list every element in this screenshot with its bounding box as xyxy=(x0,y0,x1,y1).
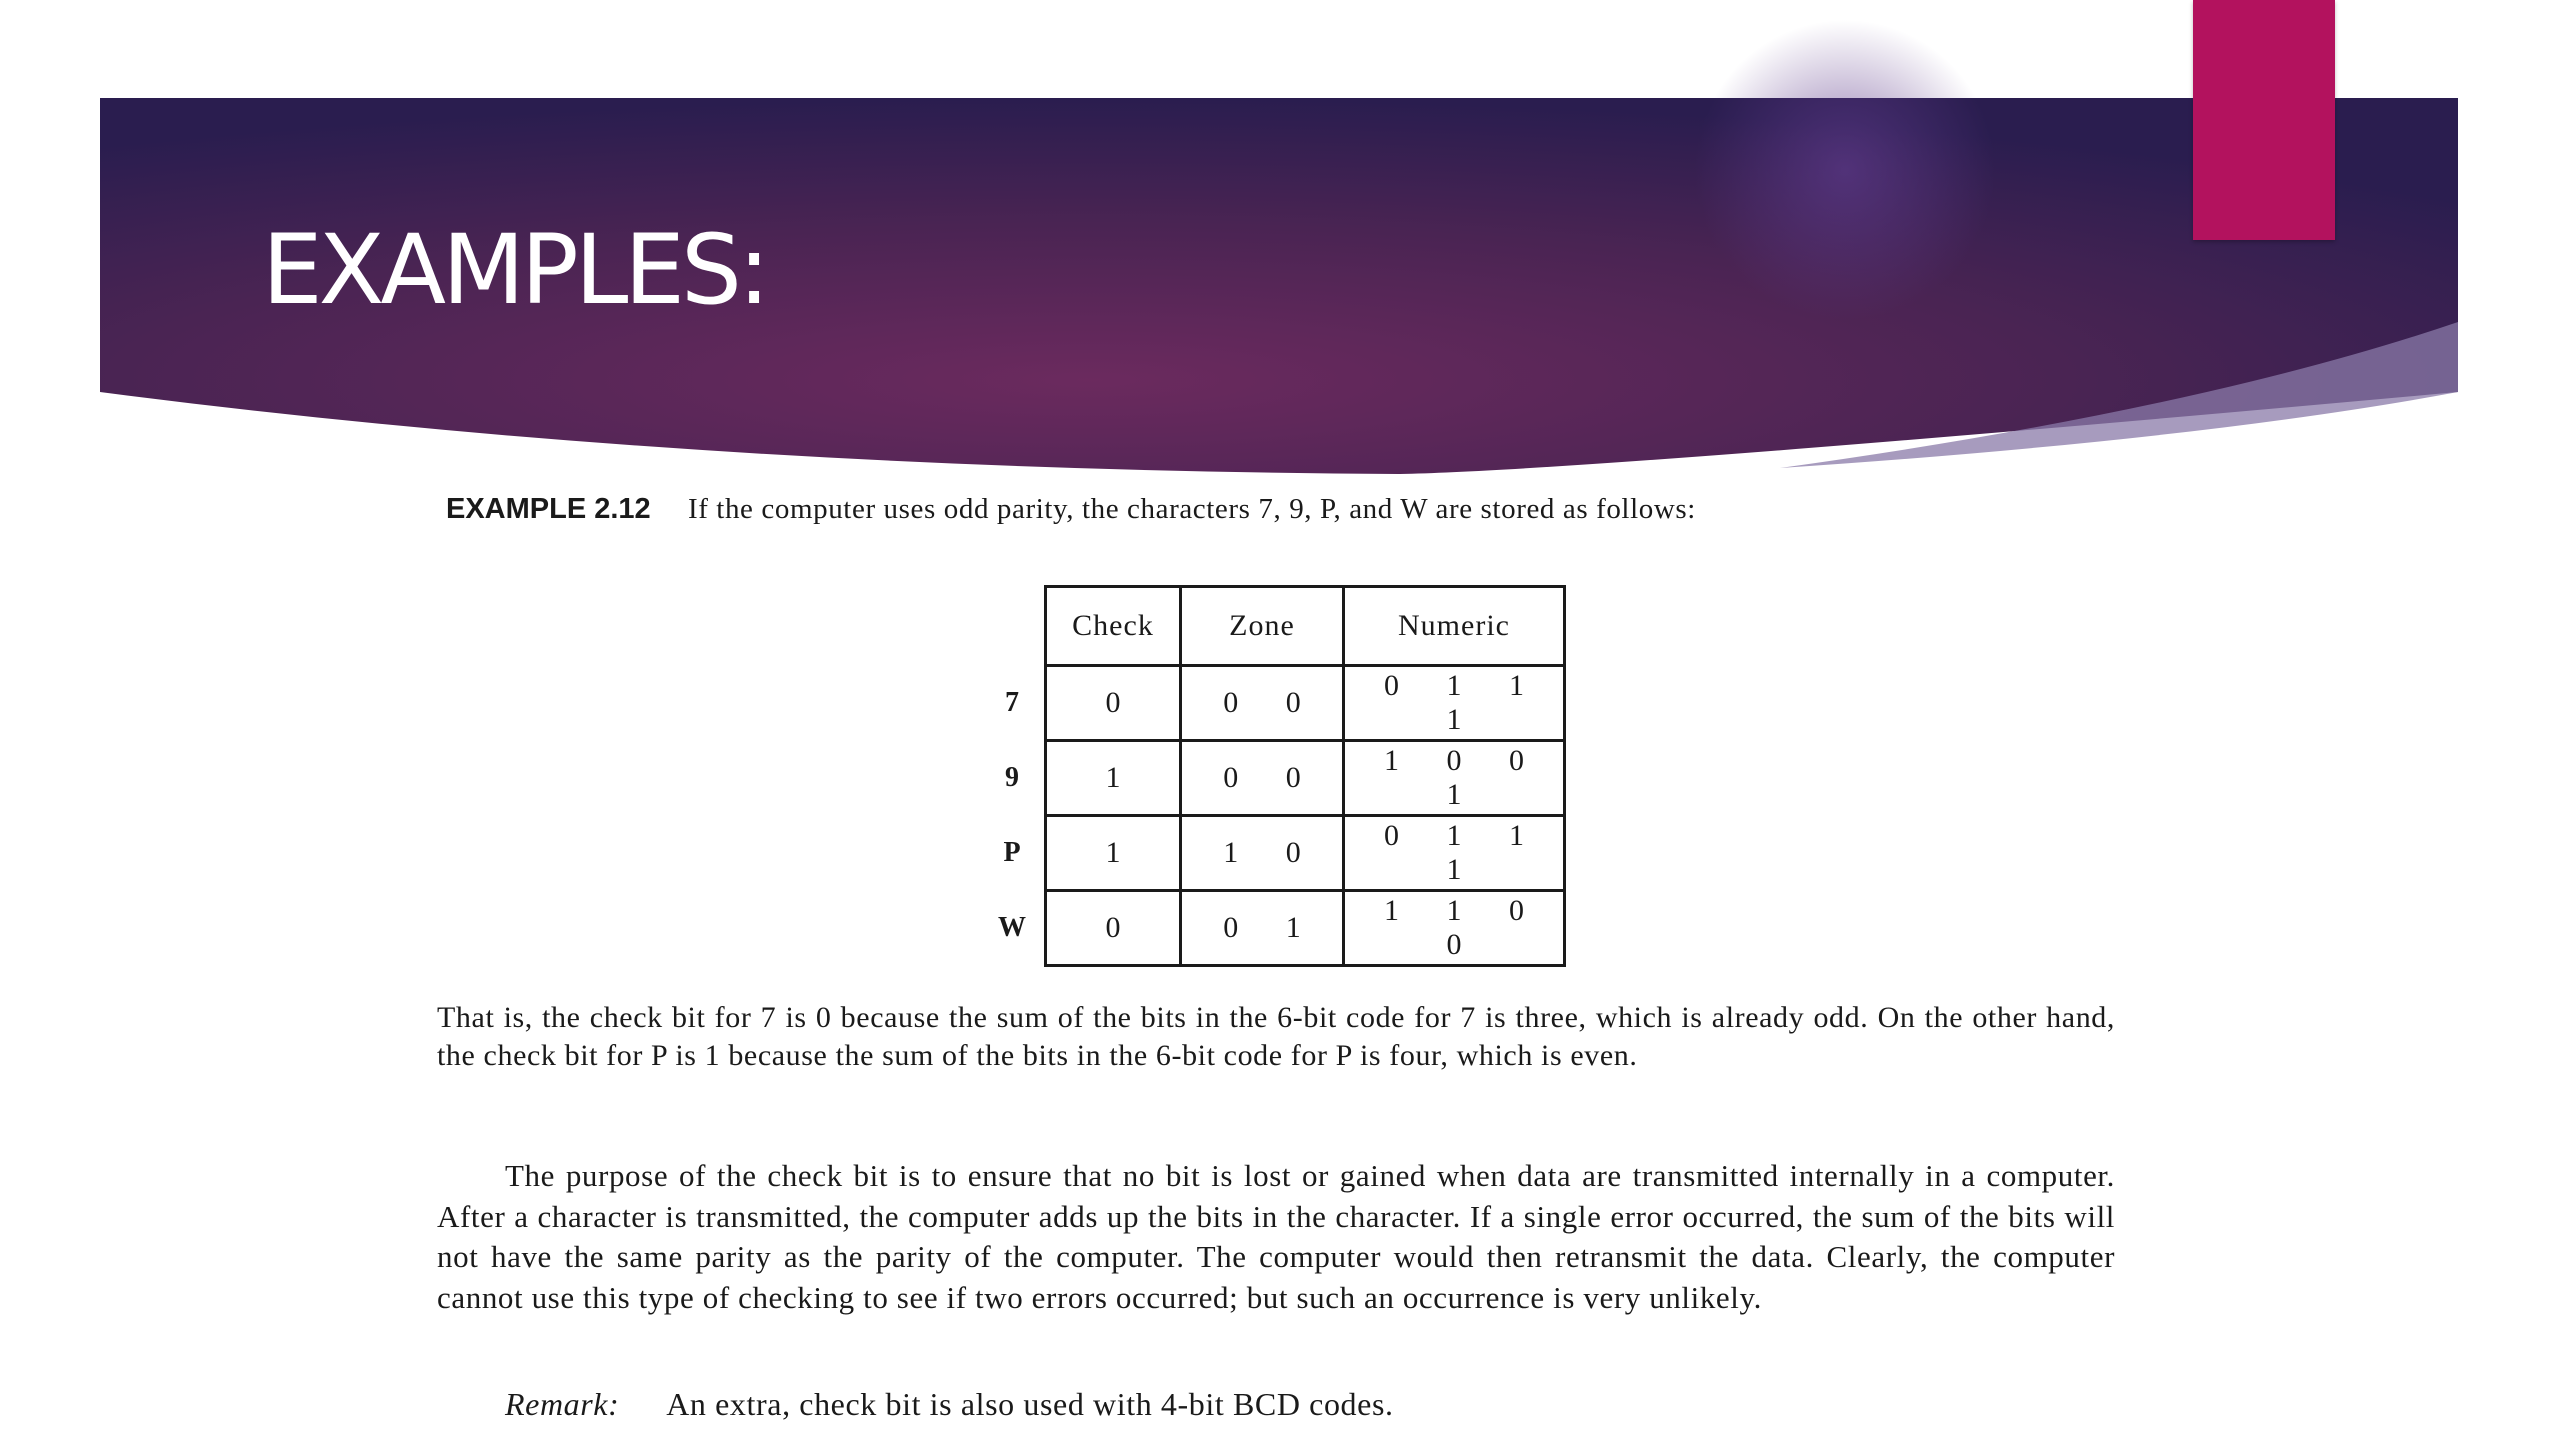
zone-bits-cell: 0 0 xyxy=(1181,666,1344,741)
remark-text: An extra, check bit is also used with 4-bit BCD codes. xyxy=(666,1386,1394,1422)
zone-bits-cell: 0 1 xyxy=(1181,891,1344,966)
table-row xyxy=(980,666,1565,741)
parity-table-wrap xyxy=(980,585,1566,967)
column-header-numeric: Numeric xyxy=(1344,587,1565,666)
example-label: EXAMPLE 2.12 xyxy=(446,493,651,525)
numeric-bits-cell: 1 1 0 0 xyxy=(1344,891,1565,966)
numeric-bits-cell: 0 1 1 1 xyxy=(1344,666,1565,741)
example-intro-text: If the computer uses odd parity, the characters 7, 9, P, and W are stored as follows: xyxy=(687,493,1696,525)
slide-title: EXAMPLES: xyxy=(262,214,767,326)
remark xyxy=(505,1386,1394,1423)
explanation-paragraph: That is, the check bit for 7 is 0 because the sum of the bits in the 6-bit code for 7 is three, which is already odd. On the other hand, the check bit for P is 1 because the sum of the bits in the 6-bit code for P is four, which is even. xyxy=(437,1001,2115,1073)
column-header-check: Check xyxy=(1046,587,1181,666)
remark-label: Remark: xyxy=(505,1386,620,1422)
numeric-bits-cell: 0 1 1 1 xyxy=(1344,816,1565,891)
table-row xyxy=(980,816,1565,891)
row-label: W xyxy=(998,912,1026,943)
zone-bits-cell: 0 0 xyxy=(1181,741,1344,816)
table-row xyxy=(980,891,1565,966)
check-bit-cell: 0 xyxy=(1046,666,1181,741)
check-bit-cell: 1 xyxy=(1046,816,1181,891)
row-label: 7 xyxy=(1005,687,1019,718)
accent-tab xyxy=(2193,0,2335,240)
numeric-bits-cell: 1 0 0 1 xyxy=(1344,741,1565,816)
row-label: P xyxy=(1003,837,1021,868)
check-bit-cell: 0 xyxy=(1046,891,1181,966)
table-row xyxy=(980,741,1565,816)
check-bit-cell: 1 xyxy=(1046,741,1181,816)
zone-bits-cell: 1 0 xyxy=(1181,816,1344,891)
example-heading xyxy=(446,492,2126,527)
check-bit-purpose-paragraph: The purpose of the check bit is to ensure that no bit is lost or gained when data are transmitted internally in a computer. After a character is transmitted, the computer adds up the bits in the character. If a single error occurred, the sum of the bits will not have the same parity as the parity of the computer. The computer would then retransmit the data. Clearly, the computer cannot use this type of checking to see if two errors occurred; but such an occurrence is very unlikely. xyxy=(437,1158,2115,1315)
table-header-row xyxy=(980,587,1565,666)
row-label: 9 xyxy=(1005,762,1019,793)
table-corner xyxy=(980,587,1046,666)
column-header-zone: Zone xyxy=(1181,587,1344,666)
parity-table xyxy=(980,585,1566,967)
